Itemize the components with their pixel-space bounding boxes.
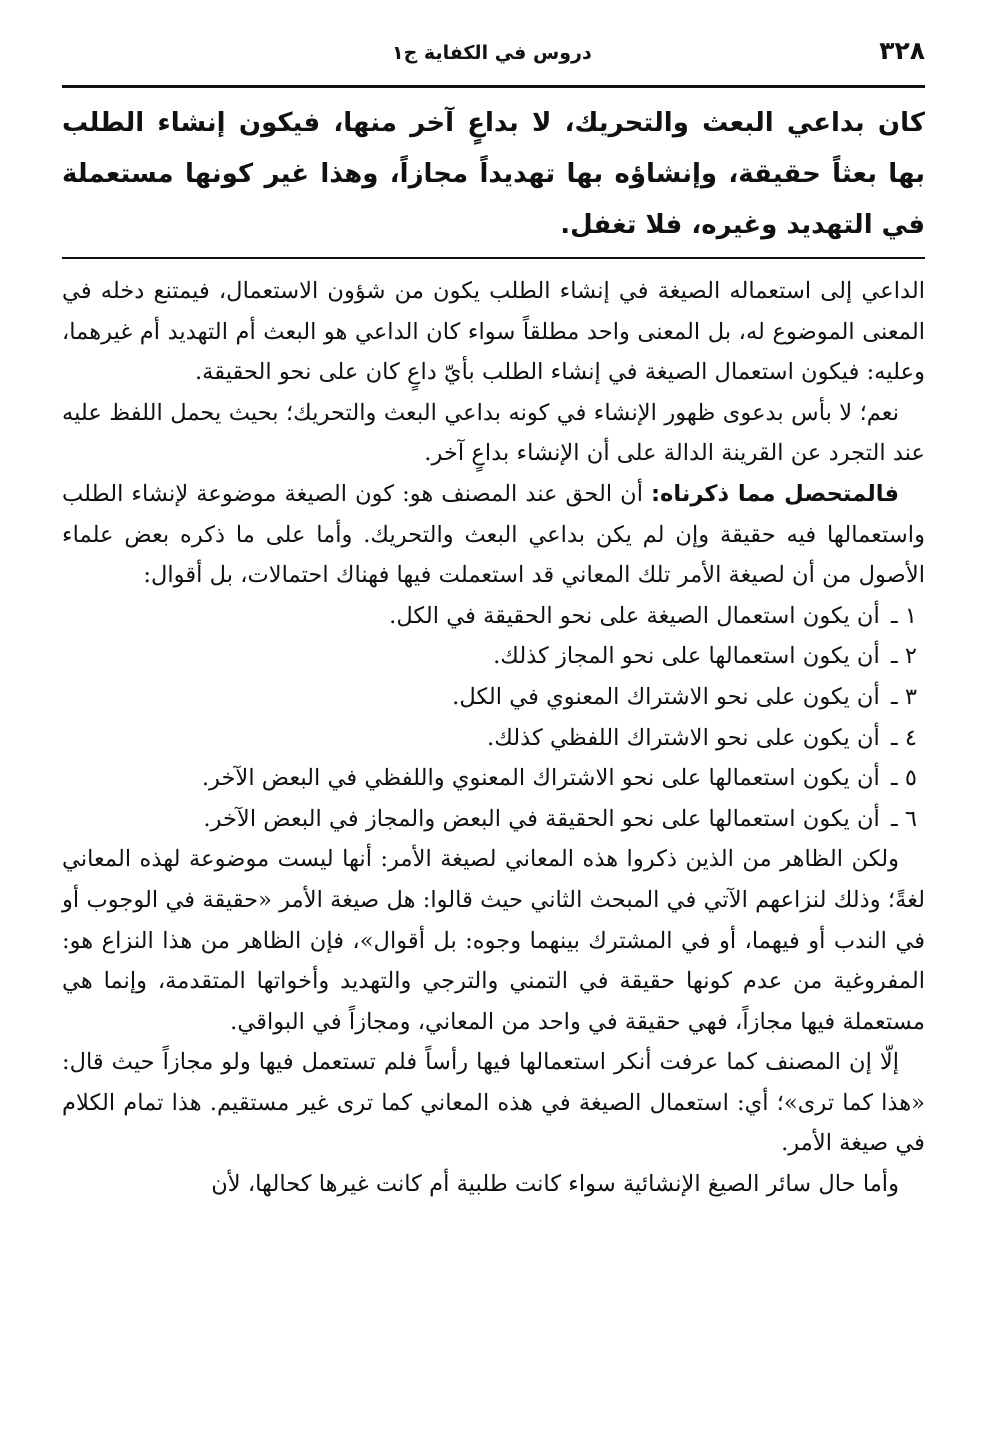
- page-header: [62, 36, 925, 88]
- commentary-paragraph-6: وأما حال سائر الصيغ الإنشائية سواء كانت طلبية أم كانت غيرها كحالها، لأن: [211, 1171, 899, 1198]
- opinion-item-2: [62, 636, 917, 677]
- opinion-text: أن يكون استعمالها على نحو الاشتراك المعنوي واللفظي في البعض الآخر.: [201, 765, 880, 792]
- opinions-list: [62, 596, 925, 840]
- opinion-item-1: [62, 596, 917, 637]
- opinion-text: أن يكون استعمالها على نحو المجاز كذلك.: [493, 643, 880, 670]
- commentary-paragraph-1: الداعي إلى استعماله الصيغة في إنشاء الطلب يكون من شؤون الاستعمال، فيمتنع دخله في المعنى الموضوع له، بل المعنى واحد مطلقاً سواء كان الداعي هو البعث أم التهديد أم غيرهما، وعليه: فيكون استعمال الصيغة في إنشاء الطلب بأيّ داعٍ كان على نحو الحقيقة.: [62, 278, 925, 386]
- opinion-text: أن يكون على نحو الاشتراك اللفظي كذلك.: [487, 724, 880, 751]
- opinion-number: ٥ ـ: [891, 765, 917, 792]
- opinion-number: ٤ ـ: [891, 724, 917, 751]
- page-number: ٣٢٨: [879, 36, 925, 65]
- opinion-number: ٢ ـ: [891, 643, 917, 670]
- commentary-block: [62, 271, 925, 1205]
- commentary-paragraph-4: ولكن الظاهر من الذين ذكروا هذه المعاني لصيغة الأمر: أنها ليست موضوعة لهذه المعاني لغةً؛ وذلك لنزاعهم الآتي في المبحث الثاني حيث قالوا: هل صيغة الأمر «حقيقة في الوجوب أو في الندب أو فيهما، أو في المشترك بينهما وجوه: بل أقوال»، فإن الظاهر من هذا النزاع هو: المفروغية من عدم كونها حقيقة في التمني والترجي والتهديد وأخواتها المتقدمة، وإنما هي مستعملة فيها مجازاً، فهي حقيقة في واحد من المعاني، ومجازاً في البواقي.: [62, 846, 925, 1035]
- running-title: دروس في الكفاية ج١: [392, 42, 592, 64]
- opinion-text: أن يكون على نحو الاشتراك المعنوي في الكل.: [452, 683, 880, 710]
- book-page: [62, 36, 925, 1454]
- opinion-item-3: [62, 677, 917, 718]
- commentary-paragraph-2: نعم؛ لا بأس بدعوى ظهور الإنشاء في كونه بداعي البعث والتحريك؛ بحيث يحمل اللفظ عليه عند التجرد عن القرينة الدالة على أن الإنشاء بداعٍ آخر.: [62, 399, 925, 467]
- commentary-paragraph-5: إلّا إن المصنف كما عرفت أنكر استعمالها فيها رأساً فلم تستعمل فيها ولو مجازاً حيث قال: «هذا كما ترى»؛ أي: استعمال الصيغة في هذه المعاني كما ترى غير مستقيم. هذا تمام الكلام في صيغة الأمر.: [62, 1049, 925, 1157]
- opinion-text: أن يكون استعمال الصيغة على نحو الحقيقة في الكل.: [389, 602, 880, 629]
- conclusion-lead: فالمتحصل مما ذكرناه:: [651, 480, 900, 507]
- opinion-text: أن يكون استعمالها على نحو الحقيقة في البعض والمجاز في البعض الآخر.: [203, 805, 880, 832]
- opinion-number: ٣ ـ: [891, 683, 917, 710]
- opinion-item-4: [62, 718, 917, 759]
- opinion-number: ١ ـ: [891, 602, 917, 629]
- opinion-item-5: [62, 758, 917, 799]
- opinion-number: ٦ ـ: [891, 805, 917, 832]
- opinion-item-6: [62, 799, 917, 840]
- commentary-paragraph-3: [62, 474, 925, 596]
- conclusion-text: أن الحق عند المصنف هو: كون الصيغة موضوعة لإنشاء الطلب واستعمالها فيه حقيقة وإن لم يكن بداعي البعث والتحريك. وأما على ما ذكره بعض علماء الأصول من أن لصيغة الأمر تلك المعاني قد استعملت فيها فهناك احتمالات، بل أقوال:: [62, 480, 925, 589]
- main-text-block: كان بداعي البعث والتحريك، لا بداعٍ آخر منها، فيكون إنشاء الطلب بها بعثاً حقيقة، وإنشاؤه بها تهديداً مجازاً، وهذا غير كونها مستعملة في التهديد وغيره، فلا تغفل.: [62, 98, 925, 259]
